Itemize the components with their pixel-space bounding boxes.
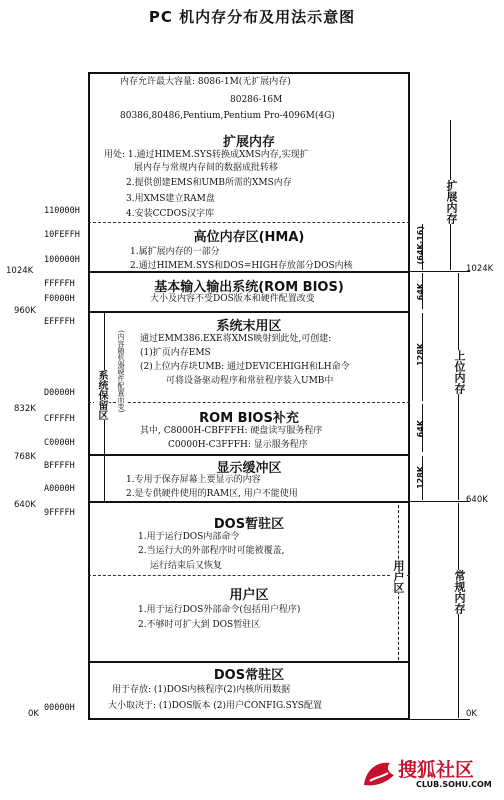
ext-use-1: 用处: 1.通过HIMEM.SYS转换成XMS内存,实现扩	[104, 150, 309, 160]
tick-640k	[410, 501, 470, 502]
capacity-line-3: 80386,80486,Pentium,Pentium Pro-4096M(4G)	[120, 111, 335, 121]
dostemp-line-1: 1.用于运行DOS内部命令	[138, 532, 240, 542]
tick-0k	[410, 719, 470, 720]
divider-832k	[88, 402, 410, 403]
addr-00000h: 00000H	[44, 703, 75, 713]
ext-use-2: 2.提供创建EMS和UMB所需的XMS内存	[126, 178, 292, 188]
section-title-dos-resident: DOS常驻区	[213, 668, 285, 683]
fox-icon	[360, 755, 400, 793]
k-mark-0k-left: 0K	[28, 709, 39, 719]
size-label-bios: 64K	[416, 283, 425, 301]
user-line-1: 1.用于运行DOS外部命令(包括用户程序)	[138, 605, 301, 615]
video-line-1: 1.专用于保存屏幕上要显示的内容	[126, 475, 261, 485]
k-mark-832k: 832K	[14, 404, 36, 414]
addr-d0000h: D0000H	[44, 388, 75, 398]
hma-line-2: 2.通过HIMEM.SYS和DOS=HIGH存放部分DOS内核	[130, 261, 353, 271]
k-mark-768k: 768K	[14, 452, 36, 462]
dosres-line-1: 用于存放: (1)DOS内核程序(2)内核所用数据	[112, 685, 291, 695]
section-title-video-buffer: 显示缓冲区	[216, 461, 282, 476]
side-label-reserved: 系统保留区	[96, 370, 107, 420]
side-label-extended: 扩展内存	[445, 180, 458, 224]
divider-user-area	[88, 575, 410, 576]
ext-use-3: 3.用XMS建立RAM盘	[126, 194, 215, 204]
size-label-hma: (64K-16)	[416, 226, 425, 265]
addr-10fefh: 10FEFFH	[44, 230, 80, 240]
k-mark-640k-left: 640K	[14, 500, 36, 510]
divider-768k	[88, 454, 410, 456]
addr-cffffh: CFFFFH	[44, 414, 75, 424]
section-title-rom-bios: 基本输入输出系统(ROM BIOS)	[154, 280, 344, 295]
addr-fffffh: FFFFFH	[44, 279, 75, 289]
side-label-upper: 上位内存	[453, 350, 466, 394]
tick-1024k	[410, 271, 470, 272]
divider-640k	[88, 501, 410, 503]
divider-dos-resident	[88, 661, 410, 663]
side-label-conventional: 常规内存	[453, 570, 466, 614]
ext-use-1b: 展内存与常规内存间的数据成批转移	[134, 163, 279, 173]
sysunused-line-3: (2)上位内存块UMB: 通过DEVICEHIGH和LH命令	[140, 362, 350, 372]
size-label-video: 128K	[416, 466, 425, 489]
biosext-line-1: 其中, C8000H-CBFFFH: 硬盘读写服务程序	[140, 426, 323, 436]
size-label-unused: 128K	[416, 343, 425, 366]
sysunused-line-1: 通过EMM386.EXE将XMS映射到此处,可创建:	[140, 334, 332, 344]
dostemp-line-2: 2.当运行大的外部程序时可能被覆盖,	[138, 546, 285, 556]
addr-a0000h: A0000H	[44, 484, 75, 494]
k-mark-1024k-left: 1024K	[6, 266, 34, 276]
addr-c0000h: C0000H	[44, 438, 75, 448]
page-title: PC 机内存分布及用法示意图	[148, 8, 356, 26]
k-mark-0k-right: 0K	[466, 709, 477, 719]
section-title-hma: 高位内存区(HMA)	[193, 230, 305, 245]
addr-bffffh: BFFFFH	[44, 461, 75, 471]
addr-f0000h: F0000H	[44, 294, 75, 304]
video-line-2: 2.是专供硬件使用的RAM区, 用户不能使用	[126, 489, 298, 499]
logo-url-text: CLUB.SOHU.COM	[416, 780, 492, 789]
dosres-line-2: 大小取决于: (1)DOS版本 (2)用户CONFIG.SYS配置	[108, 701, 322, 711]
sysunused-line-4: 可将设备驱动程序和常驻程序装入UMB中	[166, 376, 334, 386]
capacity-line-2: 80286-16M	[230, 95, 283, 105]
user-line-2: 2.不够时可扩大到 DOS暂驻区	[138, 620, 261, 630]
sohu-club-logo	[360, 755, 500, 795]
logo-brand-text: 搜狐社区	[398, 759, 475, 781]
ext-use-4: 4.安装CCDOS汉字库	[126, 209, 215, 219]
section-title-system-unused: 系统末用区	[216, 319, 282, 334]
size-label-biosext: 64K	[416, 420, 425, 438]
section-title-dos-transient: DOS暂驻区	[213, 517, 285, 532]
hma-line-1: 1.属扩展内存的一部分	[130, 247, 220, 257]
divider-960k	[88, 311, 410, 313]
side-label-user-area: 用户区	[392, 560, 405, 593]
biosext-line-2: C0000H-C3FFFH: 显示服务程序	[168, 440, 308, 450]
addr-efffFh: EFFFFH	[44, 317, 75, 327]
addr-9ffffh: 9FFFFH	[44, 508, 75, 518]
side-label-reserved-note: (内容随机器硬件配置而变)	[117, 330, 125, 413]
k-mark-1024k-right: 1024K	[466, 264, 494, 274]
section-title-user-area: 用户区	[229, 588, 269, 603]
capacity-line-1: 内存允许最大容量: 8086-1M(无扩展内存)	[120, 77, 291, 87]
addr-110000h: 110000H	[44, 206, 80, 216]
dostemp-line-3: 运行结束后又恢复	[150, 561, 223, 571]
divider-hma	[88, 222, 410, 223]
addr-100000h: 100000H	[44, 255, 80, 265]
k-mark-640k-right: 640K	[466, 495, 488, 505]
section-title-bios-ext: ROM BIOS补充	[199, 411, 299, 426]
k-mark-960k: 960K	[14, 306, 36, 316]
sysunused-line-2: (1)扩页内存EMS	[140, 348, 211, 358]
section-title-extended: 扩展内存	[222, 135, 275, 150]
bios-line-1: 大小及内容不受DOS版本和硬件配置改变	[150, 294, 315, 304]
